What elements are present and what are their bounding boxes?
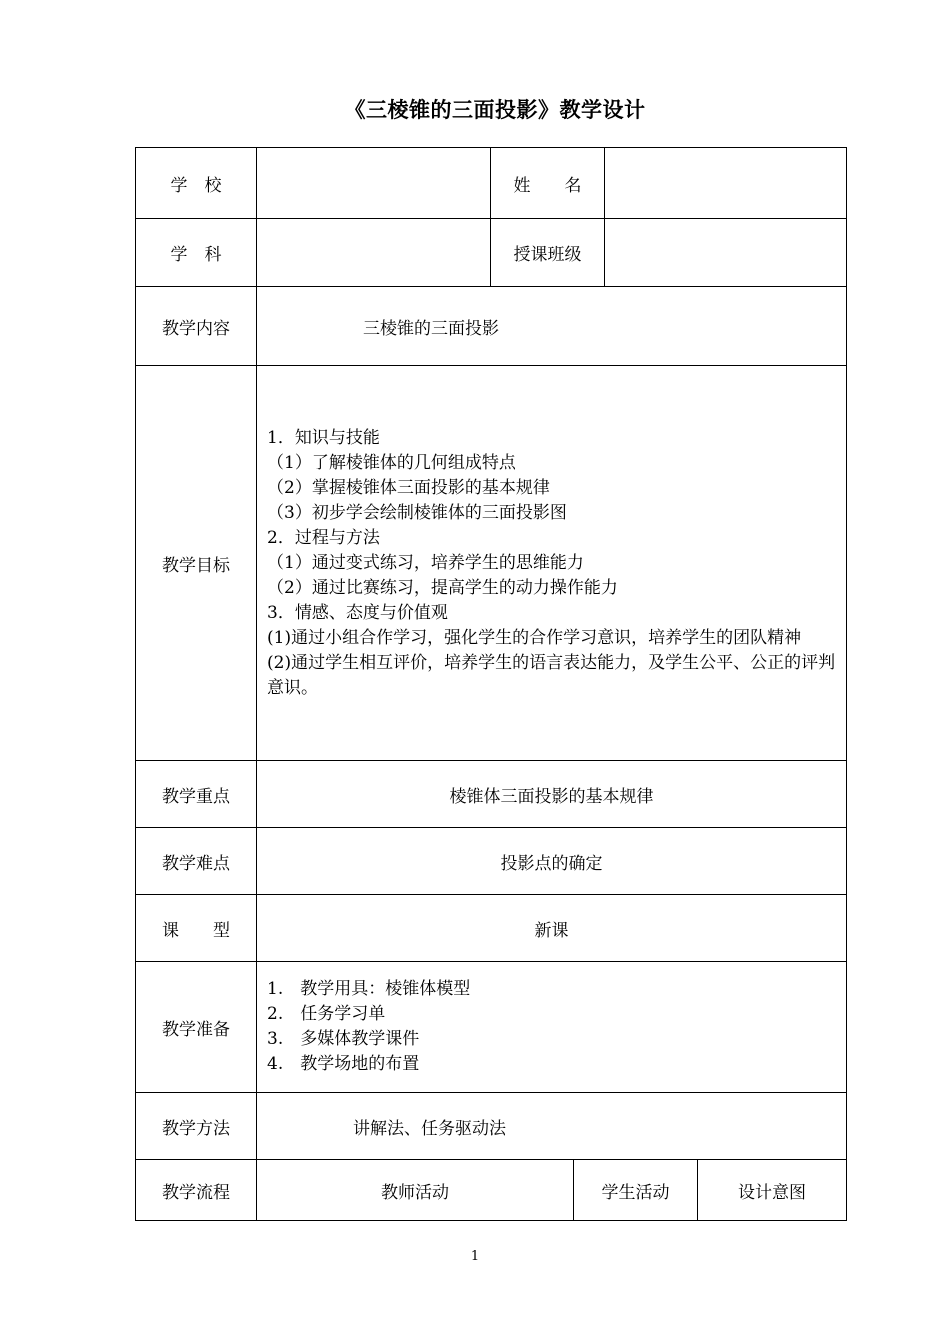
name-value[interactable]	[604, 147, 847, 219]
subject-label: 学 科	[135, 218, 257, 287]
type-label: 课 型	[135, 894, 257, 962]
method-label: 教学方法	[135, 1092, 257, 1160]
process-col-student: 学生活动	[573, 1159, 698, 1221]
goals-item: 2．过程与方法	[267, 527, 380, 548]
method-value: 讲解法、任务驱动法	[256, 1092, 847, 1160]
subject-value[interactable]	[256, 218, 491, 287]
prep-cell	[256, 961, 847, 1093]
goals-item: 1．知识与技能	[267, 427, 380, 448]
name-label: 姓 名	[490, 147, 605, 219]
content-value: 三棱锥的三面投影	[256, 286, 847, 366]
lesson-plan-table	[135, 147, 847, 1221]
school-value[interactable]	[256, 147, 491, 219]
key-value: 棱锥体三面投影的基本规律	[256, 760, 847, 828]
content-label: 教学内容	[135, 286, 257, 366]
prep-list	[257, 977, 470, 1077]
goals-item: （1）了解棱锥体的几何组成特点	[267, 452, 516, 473]
class-label: 授课班级	[490, 218, 605, 287]
goals-item: （1）通过变式练习，培养学生的思维能力	[267, 552, 584, 573]
process-col-intent: 设计意图	[697, 1159, 847, 1221]
key-label: 教学重点	[135, 760, 257, 828]
difficulty-label: 教学难点	[135, 827, 257, 895]
difficulty-value: 投影点的确定	[256, 827, 847, 895]
goals-item: 3．情感、态度与价值观	[267, 602, 448, 623]
page-number: 1	[470, 1249, 480, 1264]
type-value: 新课	[256, 894, 847, 962]
goals-cell	[256, 365, 847, 761]
prep-item: 4. 教学场地的布置	[267, 1054, 420, 1074]
goals-label: 教学目标	[135, 365, 257, 761]
goals-item: (2)通过学生相互评价，培养学生的语言表达能力，及学生公平、公正的评判意识。	[267, 652, 836, 698]
goals-item: （2）通过比赛练习，提高学生的动力操作能力	[267, 577, 618, 598]
process-label: 教学流程	[135, 1159, 257, 1221]
goals-item: （3）初步学会绘制棱锥体的三面投影图	[267, 502, 567, 523]
prep-item: 3. 多媒体教学课件	[267, 1029, 420, 1049]
prep-item: 1. 教学用具：棱锥体模型	[267, 979, 471, 999]
class-value[interactable]	[604, 218, 847, 287]
goals-item: (1)通过小组合作学习，强化学生的合作学习意识，培养学生的团队精神	[267, 627, 802, 648]
school-label: 学 校	[135, 147, 257, 219]
prep-item: 2. 任务学习单	[267, 1004, 386, 1024]
goals-list	[257, 426, 846, 701]
goals-item: （2）掌握棱锥体三面投影的基本规律	[267, 477, 550, 498]
document-title: 《三棱锥的三面投影》教学设计	[344, 97, 646, 122]
process-col-teacher: 教师活动	[256, 1159, 574, 1221]
prep-label: 教学准备	[135, 961, 257, 1093]
